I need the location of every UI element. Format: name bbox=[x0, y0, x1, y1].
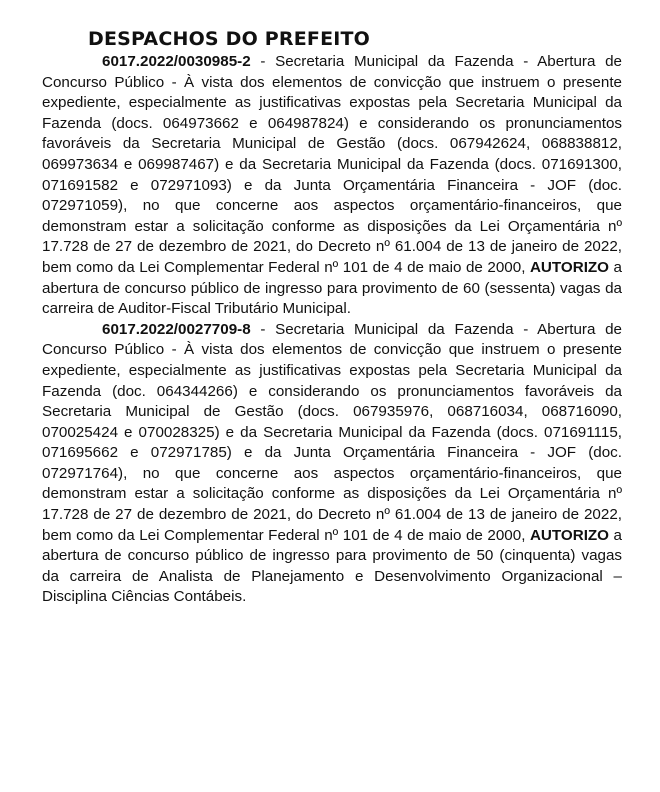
section-heading: DESPACHOS DO PREFEITO bbox=[88, 28, 371, 50]
process-number: 6017.2022/0030985-2 bbox=[102, 53, 251, 70]
authorization-verb: AUTORIZO bbox=[529, 258, 609, 276]
dispatch-text-after: a abertura de concurso público de ingresso para provimento de 60 (sessenta) vagas da carreira de Auditor-Fiscal Tributário Municipal. bbox=[42, 258, 622, 318]
document-page bbox=[42, 28, 622, 608]
dispatch-text-before: - Secretaria Municipal da Fazenda - Abertura de Concurso Público - À vista dos elementos de convicção que instruem o presente expediente, especialmente as justificativas expostas pela Secretaria Municipal da Fazenda (docs. 064973662 e 064987824) e considerando os pronunciamentos favoráveis da Secretaria Municipal de Gestão (docs. 067942624, 068838812, 069973634 e 069987467) e da Secretaria Municipal da Fazenda (docs. 071691300, 071691582 e 072971093) e da Junta Orçamentária Financeira - JOF (doc. 072971059), no que concerne aos aspectos orçamentário-financeiros, que demonstram estar a solicitação conforme as disposições da Lei Orçamentária nº 17.728 de 27 de dezembro de 2021, do Decreto nº 61.004 de 13 de janeiro de 2022, bem como da Lei Complementar Federal nº 101 de 4 de maio de 2000, bbox=[42, 53, 622, 276]
dispatch-paragraph-1 bbox=[42, 52, 622, 320]
dispatch-text-before: - Secretaria Municipal da Fazenda - Abertura de Concurso Público - À vista dos elementos de convicção que instruem o presente expediente, especialmente as justificativas expostas pela Secretaria Municipal da Fazenda (doc. 064344266) e considerando os pronunciamentos favoráveis da Secretaria Municipal de Gestão (docs. 067935976, 068716034, 068716090, 070025424 e 070028325) e da Secretaria Municipal da Fazenda (docs. 071691115, 071695662 e 072971785) e da Junta Orçamentária Financeira - JOF (doc. 072971764), no que concerne aos aspectos orçamentário-financeiros, que demonstram estar a solicitação conforme as disposições da Lei Orçamentária nº 17.728 de 27 de dezembro de 2021, do Decreto nº 61.004 de 13 de janeiro de 2022, bem como da Lei Complementar Federal nº 101 de 4 de maio de 2000, bbox=[42, 320, 622, 544]
dispatch-text-after: a abertura de concurso público de ingresso para provimento de 50 (cinquenta) vagas da carreira de Analista de Planejamento e Desenvolvimento Organizacional – Disciplina Ciências Contábeis. bbox=[42, 526, 622, 606]
process-number: 6017.2022/0027709-8 bbox=[102, 320, 251, 338]
authorization-verb: AUTORIZO bbox=[529, 526, 609, 544]
dispatch-paragraph-2 bbox=[42, 320, 622, 608]
